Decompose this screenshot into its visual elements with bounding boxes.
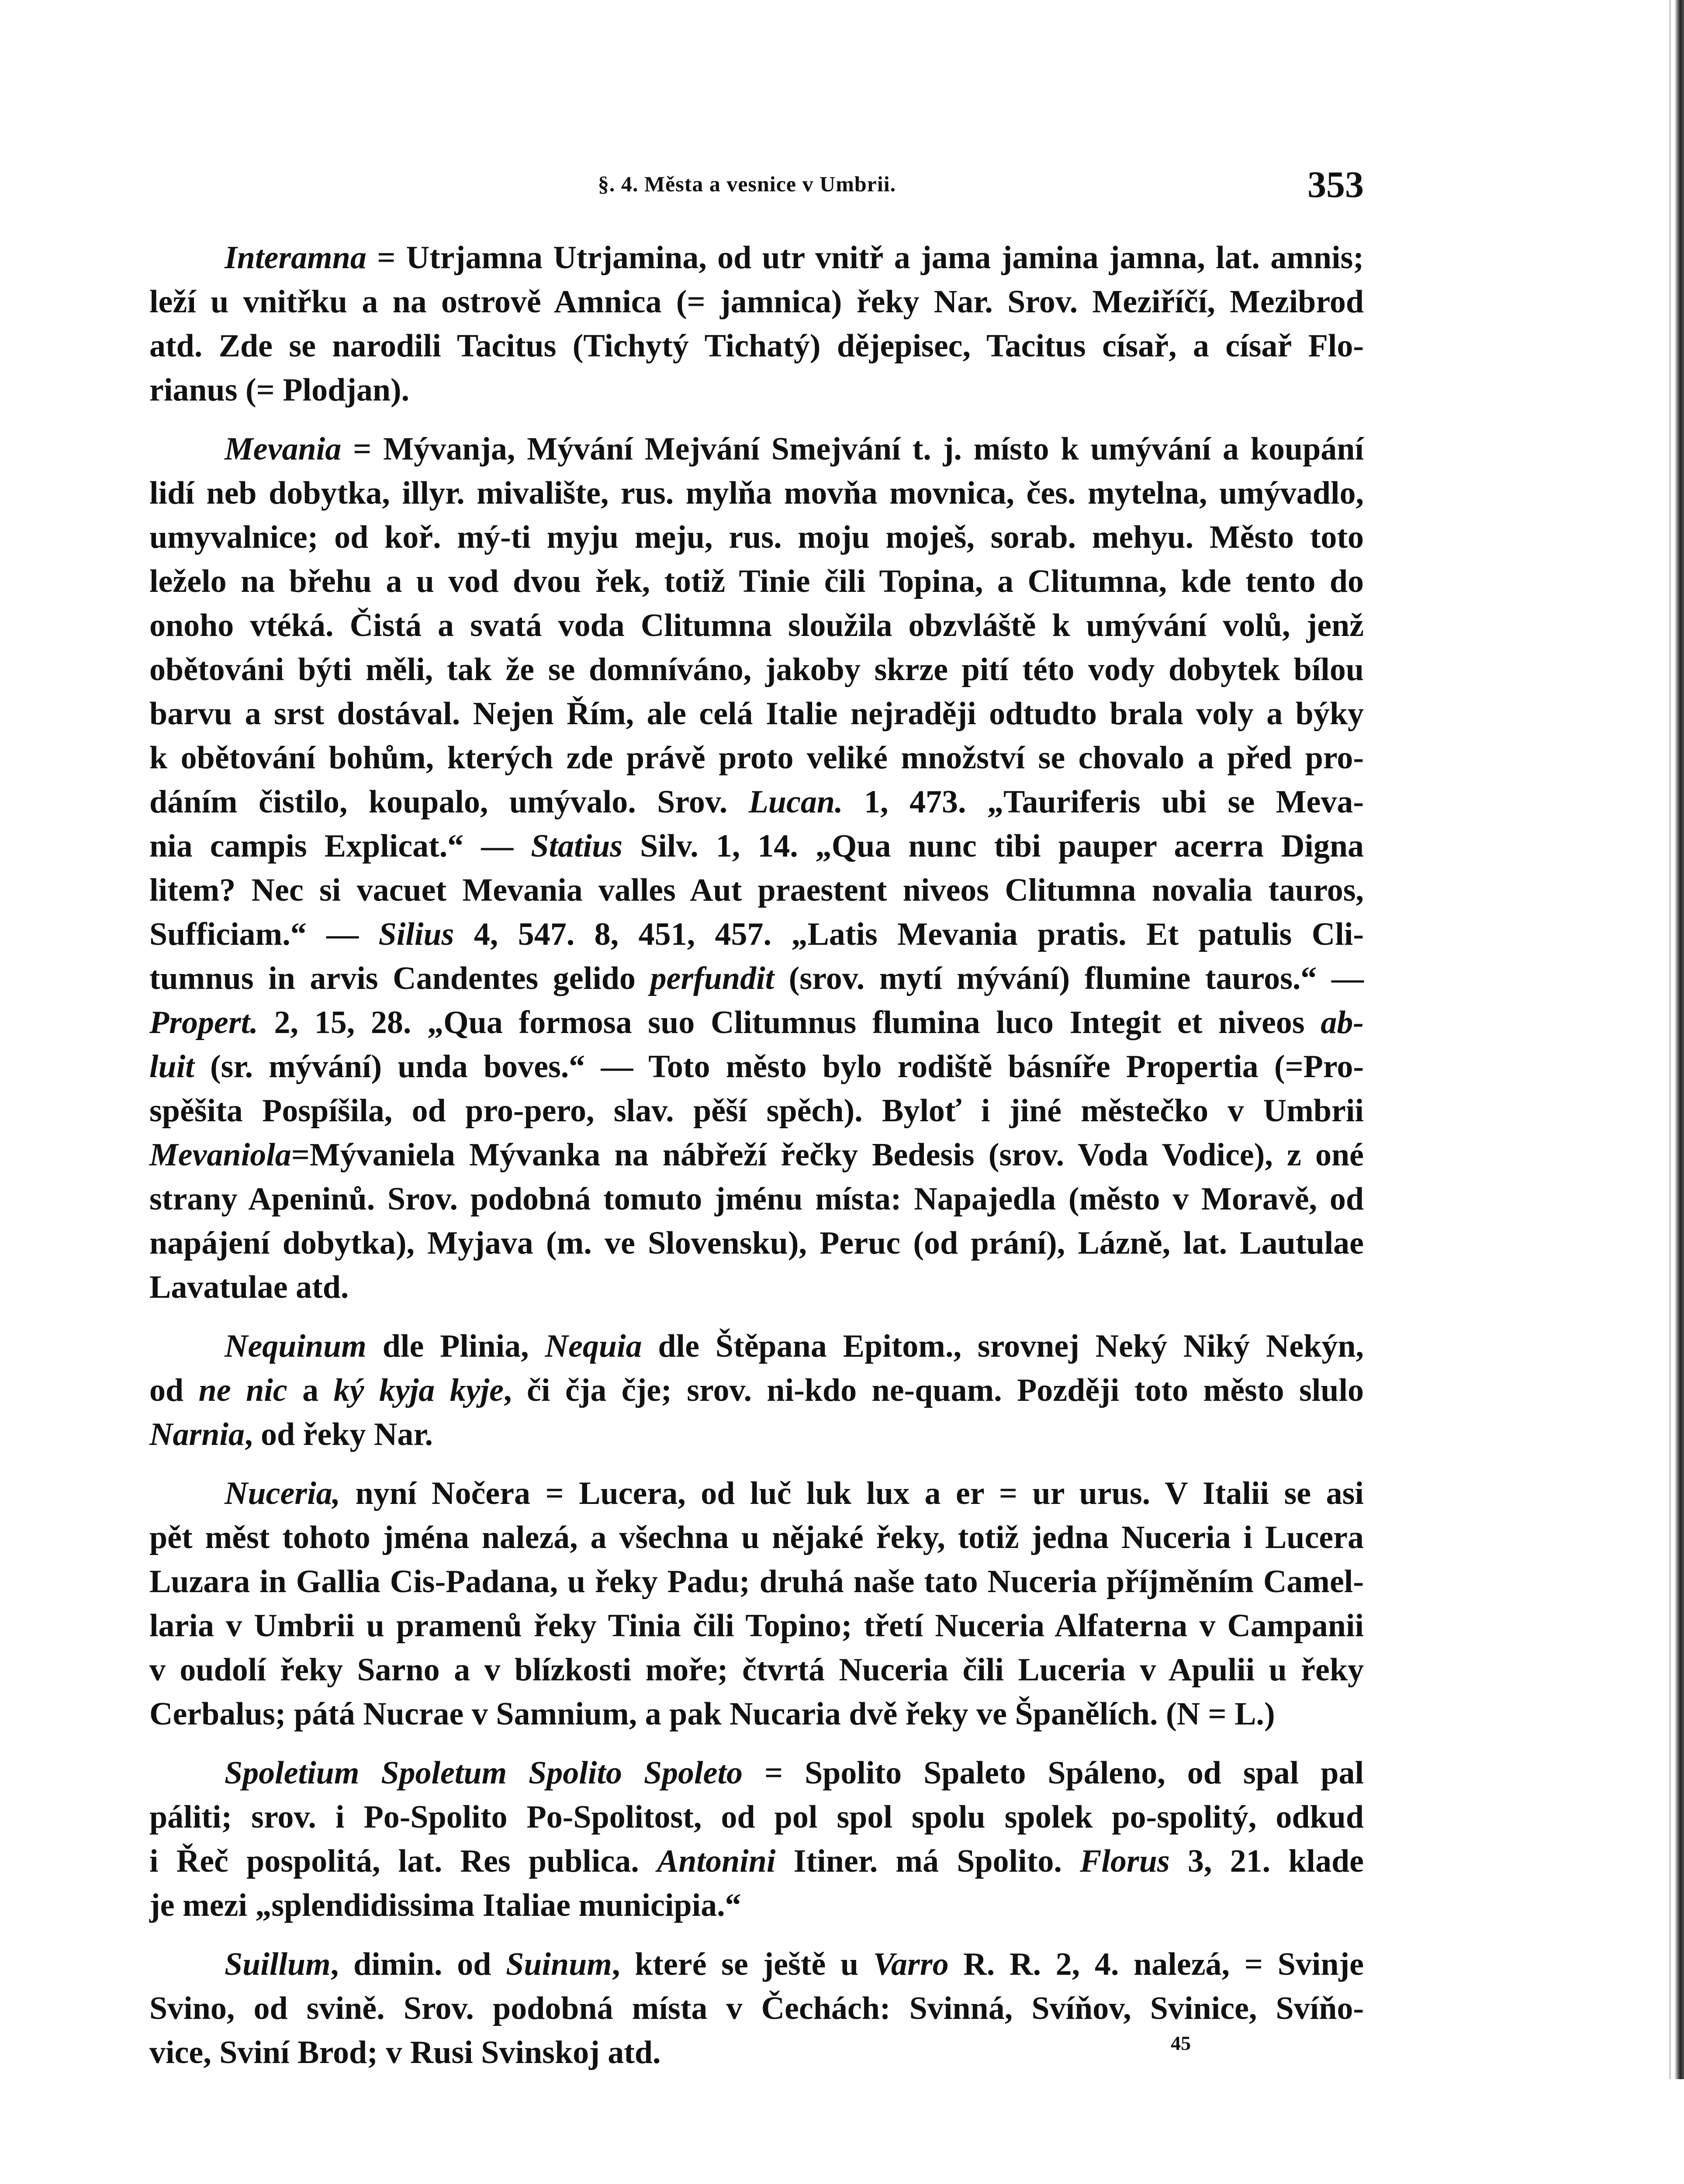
- text-segment: páliti; srov. i Po-Spolito Po-Spolitost, od pol spol spolu spolek po-spolitý, odkud: [149, 1799, 1364, 1835]
- text-segment: od: [149, 1372, 199, 1408]
- italic-term: Narnia: [149, 1417, 245, 1452]
- text-segment: Sufficiam.“ —: [149, 916, 379, 952]
- italic-term: Statius: [531, 828, 623, 864]
- text-line: [149, 515, 1364, 560]
- text-segment: 3, 21. klade: [1169, 1843, 1364, 1879]
- text-segment: spěšita Pospíšila, od pro-pero, slav. pěší spěch). Byloť i jiné městečko v Umbrii: [149, 1093, 1364, 1129]
- text-line: [149, 1177, 1364, 1221]
- italic-term: Mevaniola: [149, 1137, 291, 1173]
- italic-term: Propert.: [149, 1005, 258, 1040]
- text-segment: dáním čistilo, koupalo, umývalo. Srov.: [149, 784, 749, 820]
- text-segment: leží u vnitřku a na ostrově Amnica (= jamnica) řeky Nar. Srov. Meziříčí, Mezibrod: [149, 284, 1364, 320]
- page-number: 353: [1307, 163, 1364, 205]
- paragraph: [149, 1751, 1364, 1928]
- text-line: [149, 604, 1364, 648]
- text-line: [149, 1324, 1364, 1368]
- text-segment: =Mývaniela Mývanka na nábřeží řečky Bedesis (srov. Voda Vodice), z oné: [291, 1137, 1364, 1173]
- text-segment: lidí neb dobytka, illyr. mivalište, rus. mylňa movňa movnica, čes. mytelna, umývadlo,: [149, 475, 1364, 511]
- text-line: [149, 1604, 1364, 1648]
- text-line: [149, 1265, 1364, 1310]
- text-segment: dle Štěpana Epitom., srovnej Neký Niký Nekýn,: [642, 1328, 1364, 1364]
- text-line: [149, 1648, 1364, 1692]
- text-segment: tumnus in arvis Candentes gelido: [149, 961, 650, 996]
- text-line: [149, 1133, 1364, 1177]
- text-segment: onoho vtéká. Čistá a svatá voda Clitumna sloužila obzvláště k umývání volů, jenž: [149, 608, 1364, 643]
- text-segment: Silv. 1, 14. „Qua nunc tibi pauper acerra Digna: [622, 828, 1364, 864]
- text-segment: = Mývanja, Mývání Mejvání Smejvání t. j. místo k umývání a koupání: [341, 431, 1364, 467]
- text-segment: laria v Umbrii u pramenů řeky Tinia čili Topino; třetí Nuceria Alfaterna v Campanii: [149, 1608, 1364, 1644]
- text-segment: barvu a srst dostával. Nejen Řím, ale celá Italie nejraději odtudto brala voly a býky: [149, 696, 1364, 732]
- text-segment: atd. Zde se narodili Tacitus (Tichytý Tichatý) dějepisec, Tacitus císař, a císař Flo-: [149, 328, 1364, 364]
- text-line: [149, 780, 1364, 824]
- text-line: [149, 280, 1364, 324]
- text-segment: napájení dobytka), Myjava (m. ve Slovensku), Peruc (od prání), Lázně, lat. Lautulae: [149, 1225, 1364, 1261]
- text-segment: rianus (= Plodjan).: [149, 372, 410, 408]
- text-line: [149, 1413, 1364, 1457]
- text-segment: Lavatulae atd.: [149, 1269, 349, 1305]
- italic-term: Florus: [1080, 1843, 1170, 1879]
- text-segment: , dimin. od: [330, 1946, 506, 1982]
- scan-edge-line: [1669, 0, 1671, 2079]
- italic-term: ne nic: [198, 1372, 287, 1408]
- text-line: [149, 692, 1364, 736]
- text-line: [149, 324, 1364, 368]
- text-line: [149, 1692, 1364, 1736]
- text-line: [149, 1839, 1364, 1883]
- paragraph: [149, 427, 1364, 1310]
- text-line: [149, 1560, 1364, 1604]
- italic-term: ab-: [1321, 1005, 1364, 1040]
- text-line: [149, 957, 1364, 1001]
- text-segment: a: [287, 1372, 334, 1408]
- paragraph: [149, 1472, 1364, 1736]
- body-text: [149, 236, 1364, 2075]
- paragraph: [149, 236, 1364, 412]
- text-segment: obětováni býti měli, tak že se domníváno, jakoby skrze pití této vody dobytek bílou: [149, 652, 1364, 688]
- italic-term: luit: [149, 1049, 194, 1085]
- text-line: [149, 1221, 1364, 1265]
- text-segment: 4, 547. 8, 451, 457. „Latis Mevania pratis. Et patulis Cli-: [454, 916, 1364, 952]
- text-segment: umyvalnice; od koř. mý-ti myju meju, rus. moju moješ, sorab. mehyu. Město toto: [149, 519, 1364, 555]
- text-segment: nia campis Explicat.“ —: [149, 828, 531, 864]
- text-segment: 2, 15, 28. „Qua formosa suo Clitumnus flumina luco Integit et niveos: [258, 1005, 1321, 1040]
- text-line: [149, 1987, 1364, 2031]
- text-segment: = Spolito Spaleto Spáleno, od spal pal: [743, 1755, 1364, 1791]
- text-segment: i Řeč pospolitá, lat. Res publica.: [149, 1843, 657, 1879]
- running-head: §. 4. Města a vesnice v Umbrii.: [598, 172, 896, 196]
- text-line: [149, 912, 1364, 957]
- scan-edge-shadow: [1674, 0, 1684, 2079]
- text-segment: , od řeky Nar.: [244, 1417, 433, 1452]
- text-segment: (srov. mytí mývání) flumine tauros.“ —: [774, 961, 1364, 996]
- text-segment: vice, Sviní Brod; v Rusi Svinskoj atd.: [149, 2035, 661, 2070]
- text-line: [149, 1001, 1364, 1045]
- text-segment: 1, 473. „Tauriferis ubi se Meva-: [843, 784, 1364, 820]
- text-segment: litem? Nec si vacuet Mevania valles Aut praestent niveos Clitumna novalia tauros,: [149, 872, 1364, 908]
- italic-term: Suinum: [506, 1946, 612, 1982]
- text-segment: Cerbalus; pátá Nucrae v Samnium, a pak Nucaria dvě řeky ve Španělích. (N = L.): [149, 1696, 1275, 1732]
- italic-term: Mevania: [225, 431, 342, 467]
- italic-term: Suillum: [225, 1946, 331, 1982]
- text-line: [149, 471, 1364, 515]
- text-line: [149, 236, 1364, 280]
- text-segment: , či čja čje; srov. ni-kdo ne-quam. Později toto město slulo: [504, 1372, 1364, 1408]
- text-line: [149, 1751, 1364, 1795]
- italic-term: Spoletium Spoletum Spolito Spoleto: [225, 1755, 743, 1791]
- text-line: [149, 1795, 1364, 1839]
- text-line: [149, 1045, 1364, 1089]
- text-segment: pět měst tohoto jména nalezá, a všechna u nějaké řeky, totiž jedna Nuceria i Lucera: [149, 1520, 1364, 1555]
- text-line: [149, 427, 1364, 471]
- text-line: [149, 648, 1364, 692]
- signature-mark: 45: [1171, 2032, 1191, 2054]
- text-line: [149, 1089, 1364, 1133]
- text-line: [149, 1942, 1364, 1987]
- text-segment: = Utrjamna Utrjamina, od utr vnitř a jama jamina jamna, lat. amnis;: [366, 240, 1364, 276]
- italic-term: Nequia: [545, 1328, 642, 1364]
- italic-term: Lucan.: [748, 784, 843, 820]
- italic-term: Nequinum: [225, 1328, 367, 1364]
- text-segment: , které se ještě u: [612, 1946, 873, 1982]
- text-line: [149, 1472, 1364, 1516]
- text-segment: R. R. 2, 4. nalezá, = Svinje: [948, 1946, 1364, 1982]
- italic-term: Interamna: [225, 240, 367, 276]
- text-segment: k obětování bohům, kterých zde právě proto veliké množství se chovalo a před pro-: [149, 740, 1364, 776]
- text-segment: (sr. mývání) unda boves.“ — Toto město bylo rodiště básníře Propertia (=Pro-: [194, 1049, 1364, 1085]
- italic-term: perfundit: [650, 961, 775, 996]
- italic-term: Nuceria,: [225, 1476, 341, 1511]
- text-segment: nyní Nočera = Lucera, od luč luk lux a er = ur urus. V Italii se asi: [340, 1476, 1364, 1511]
- text-line: [149, 1368, 1364, 1413]
- italic-term: Antonini: [657, 1843, 776, 1879]
- text-line: [149, 736, 1364, 780]
- paragraph: [149, 1324, 1364, 1457]
- italic-term: ký kyja kyje: [333, 1372, 504, 1408]
- text-line: [149, 1516, 1364, 1560]
- italic-term: Varro: [873, 1946, 949, 1982]
- text-segment: strany Apeninů. Srov. podobná tomuto jménu místa: Napajedla (město v Moravě, od: [149, 1181, 1364, 1217]
- text-segment: leželo na břehu a u vod dvou řek, totiž Tinie čili Topina, a Clitumna, kde tento do: [149, 563, 1364, 599]
- text-segment: v oudolí řeky Sarno a v blízkosti moře; čtvrtá Nuceria čili Luceria v Apulii u řeky: [149, 1652, 1364, 1688]
- text-segment: Itiner. má Spolito.: [775, 1843, 1080, 1879]
- text-segment: dle Plinia,: [366, 1328, 545, 1364]
- text-line: [149, 368, 1364, 412]
- text-segment: je mezi „splendidissima Italiae municipia.“: [149, 1887, 741, 1923]
- text-line: [149, 868, 1364, 912]
- italic-term: Silius: [378, 916, 454, 952]
- text-line: [149, 1883, 1364, 1928]
- text-line: [149, 824, 1364, 868]
- text-line: [149, 560, 1364, 604]
- text-segment: Luzara in Gallia Cis-Padana, u řeky Padu; druhá naše tato Nuceria příjměním Camel-: [149, 1564, 1364, 1600]
- text-segment: Svino, od svině. Srov. podobná místa v Čechách: Svinná, Svíňov, Svinice, Svíňo-: [149, 1990, 1364, 2026]
